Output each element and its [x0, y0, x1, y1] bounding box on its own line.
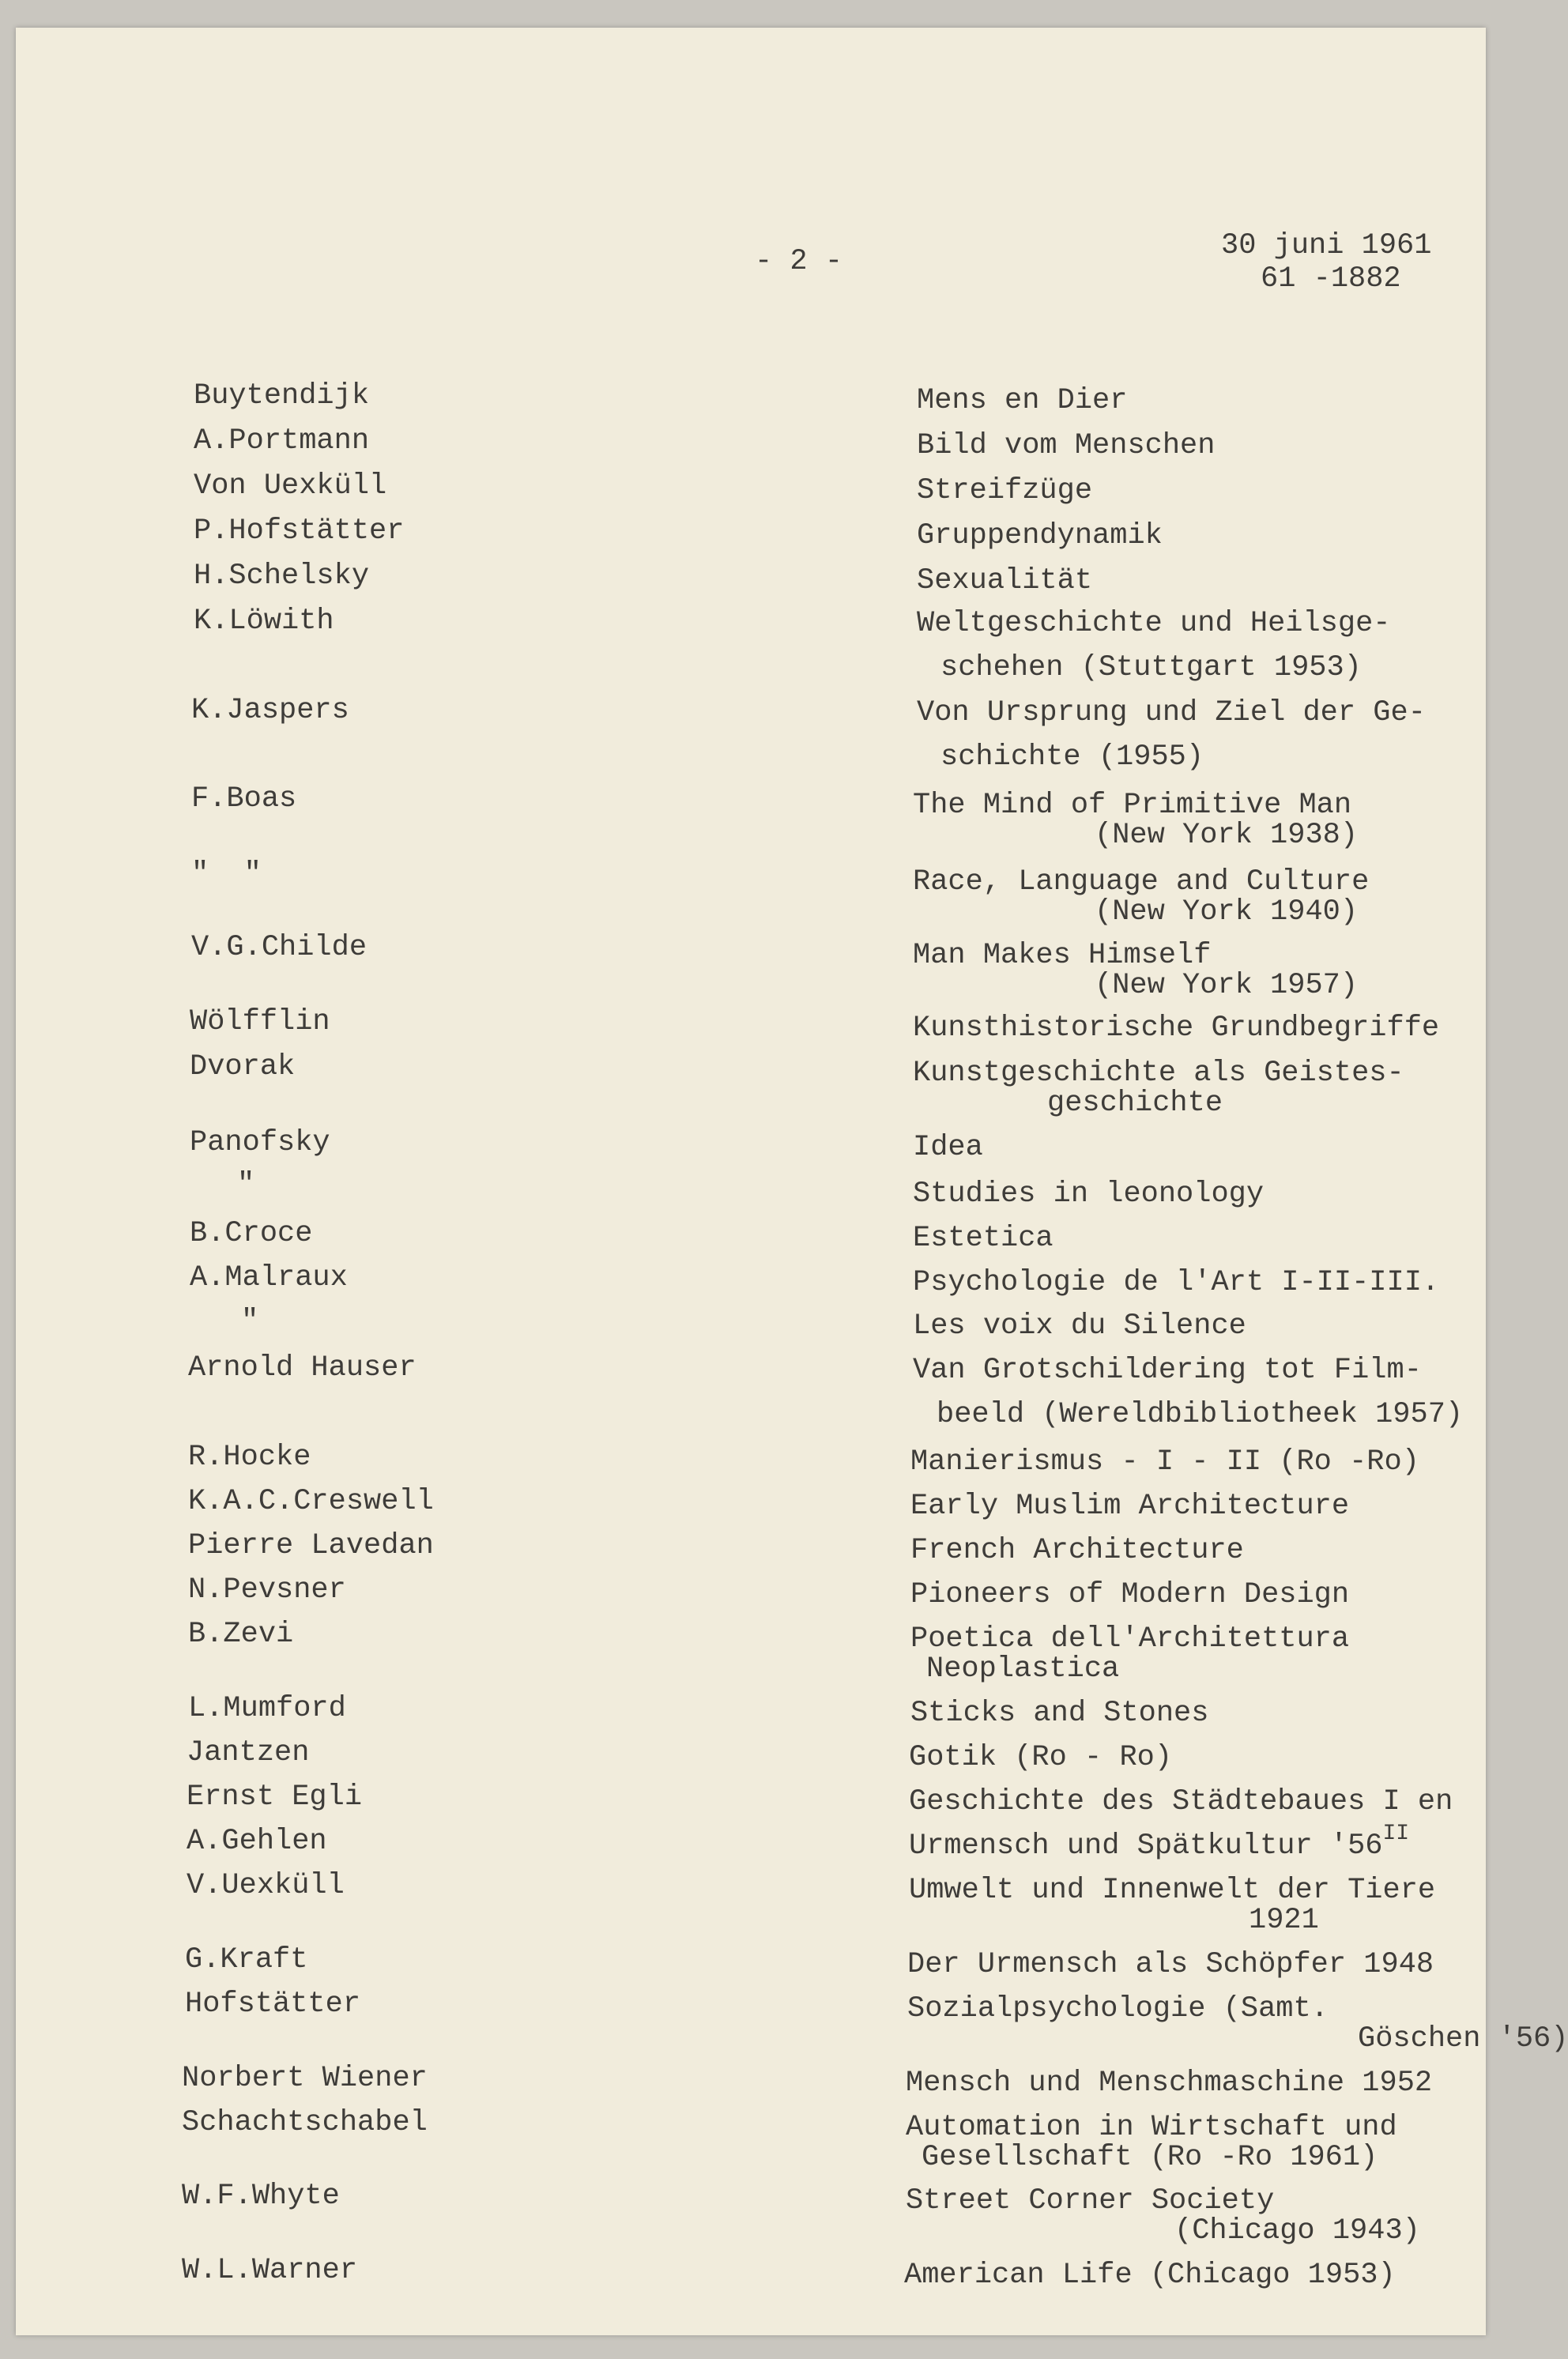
book-title: Idea	[913, 1131, 983, 1164]
author-name: Buytendijk	[194, 379, 370, 413]
book-title: Early Muslim Architecture	[910, 1490, 1350, 1523]
author-name: V.Uexküll	[187, 1869, 345, 1902]
book-title: Streifzüge	[917, 474, 1093, 507]
author-name: A.Portmann	[194, 424, 370, 458]
book-title	[917, 691, 1426, 779]
author-name: K.A.C.Creswell	[188, 1485, 434, 1518]
title-line: beeld (Wereldbibliotheek 1957)	[937, 1398, 1464, 1431]
title-line: 1921	[1249, 1904, 1319, 1937]
book-title: Mensch und Menschmaschine 1952	[906, 2067, 1433, 2100]
title-line: schichte (1955)	[940, 740, 1204, 774]
book-title	[913, 790, 1358, 850]
title-line: Umwelt und Innenwelt der Tiere	[909, 1874, 1436, 1907]
book-title: Psychologie de l'Art I-II-III.	[913, 1266, 1440, 1299]
title-line: Man Makes Himself	[913, 939, 1212, 972]
title-line: (New York 1957)	[1095, 969, 1359, 1002]
author-name: Pierre Lavedan	[188, 1529, 434, 1562]
date-block	[1221, 229, 1431, 296]
book-title: Kunsthistorische Grundbegriffe	[913, 1012, 1440, 1045]
page-number: - 2 -	[755, 245, 843, 278]
letter-date: 30 juni 1961	[1221, 229, 1432, 262]
title-line: Von Ursprung und Ziel der Ge-	[917, 696, 1426, 729]
title-line: Gesellschaft (Ro -Ro 1961)	[922, 2141, 1378, 2174]
author-name: G.Kraft	[185, 1943, 308, 1977]
book-title	[910, 1624, 1349, 1684]
book-title: Gotik (Ro - Ro)	[909, 1741, 1173, 1774]
book-title: Der Urmensch als Schöpfer 1948	[907, 1948, 1434, 1981]
author-name: B.Croce	[190, 1217, 313, 1250]
author-name: Von Uexküll	[194, 469, 387, 503]
author-name: Schachtschabel	[182, 2106, 428, 2139]
document-page	[16, 28, 1568, 2335]
book-title	[909, 1875, 1435, 1935]
book-title: Studies in leonology	[913, 1178, 1265, 1211]
author-name: W.F.Whyte	[182, 2180, 340, 2213]
title-line: Poetica dell'Architettura	[910, 1622, 1350, 1656]
book-title: American Life (Chicago 1953)	[904, 2259, 1396, 2292]
book-title	[913, 1348, 1463, 1437]
reference-number: 61 -1882	[1261, 262, 1401, 296]
author-name: Wölfflin	[190, 1005, 330, 1038]
author-name: Dvorak	[190, 1050, 296, 1083]
book-title: Bild vom Menschen	[917, 429, 1216, 462]
title-line: Race, Language and Culture	[913, 865, 1370, 899]
author-name: B.Zevi	[188, 1618, 294, 1651]
author-name: Jantzen	[187, 1736, 310, 1769]
book-title	[909, 1822, 1410, 1863]
author-name: Ernst Egli	[187, 1781, 363, 1814]
book-title: Mens en Dier	[917, 384, 1128, 417]
author-name: Arnold Hauser	[188, 1351, 416, 1385]
title-line: Weltgeschichte und Heilsge-	[917, 607, 1391, 640]
title-line: Sozialpsychologie (Samt.	[907, 1992, 1329, 2025]
book-title	[907, 1994, 1568, 2054]
book-title	[913, 940, 1358, 1001]
author-name: " "	[191, 857, 262, 891]
author-name: P.Hofstätter	[194, 514, 405, 548]
book-title: Sexualität	[917, 564, 1093, 597]
author-name: K.Jaspers	[191, 694, 349, 727]
title-line: Street Corner Society	[906, 2184, 1275, 2218]
title-line: The Mind of Primitive Man	[913, 789, 1352, 822]
author-name: H.Schelsky	[194, 560, 370, 593]
title-line: (New York 1938)	[1095, 819, 1359, 852]
title-line: Göschen '56)	[1358, 2022, 1568, 2056]
author-name: Panofsky	[190, 1126, 330, 1159]
book-title	[917, 601, 1391, 690]
author-name: V.G.Childe	[191, 931, 368, 964]
title-line: Neoplastica	[926, 1652, 1120, 1686]
book-title	[906, 2186, 1420, 2246]
title-line: Van Grotschildering tot Film-	[913, 1354, 1422, 1387]
author-name: F.Boas	[191, 782, 297, 816]
author-name: Hofstätter	[185, 1988, 361, 2021]
book-title: Les voix du Silence	[913, 1310, 1246, 1343]
author-name: A.Gehlen	[187, 1825, 327, 1858]
author-name: "	[237, 1168, 255, 1201]
author-name: R.Hocke	[188, 1441, 311, 1474]
title-line: Automation in Wirtschaft und	[906, 2111, 1397, 2144]
book-title	[913, 867, 1369, 927]
author-name: Norbert Wiener	[182, 2062, 428, 2095]
title-line: (Chicago 1943)	[1174, 2214, 1420, 2248]
author-name: "	[241, 1305, 259, 1338]
author-name: K.Löwith	[194, 605, 334, 638]
author-name: L.Mumford	[188, 1692, 346, 1725]
book-title: Pioneers of Modern Design	[910, 1578, 1350, 1611]
title-line: Urmensch und Spätkultur '56	[909, 1830, 1383, 1863]
book-title: French Architecture	[910, 1534, 1244, 1567]
book-title: Gruppendynamik	[917, 519, 1163, 552]
title-line: (New York 1940)	[1095, 895, 1359, 929]
author-name: A.Malraux	[190, 1261, 348, 1294]
title-line: schehen (Stuttgart 1953)	[940, 651, 1362, 684]
book-title: Manierismus - I - II (Ro -Ro)	[910, 1445, 1419, 1479]
author-name: W.L.Warner	[182, 2254, 358, 2287]
book-title	[906, 2112, 1397, 2172]
author-name: N.Pevsner	[188, 1573, 346, 1607]
volume-superscript: II	[1382, 1822, 1410, 1846]
book-title: Geschichte des Städtebaues I en	[909, 1785, 1453, 1818]
book-title: Sticks and Stones	[910, 1697, 1209, 1730]
title-line: Kunstgeschichte als Geistes-	[913, 1057, 1404, 1090]
title-line: geschichte	[1047, 1087, 1223, 1120]
book-title	[913, 1058, 1404, 1118]
book-title: Estetica	[913, 1222, 1054, 1255]
